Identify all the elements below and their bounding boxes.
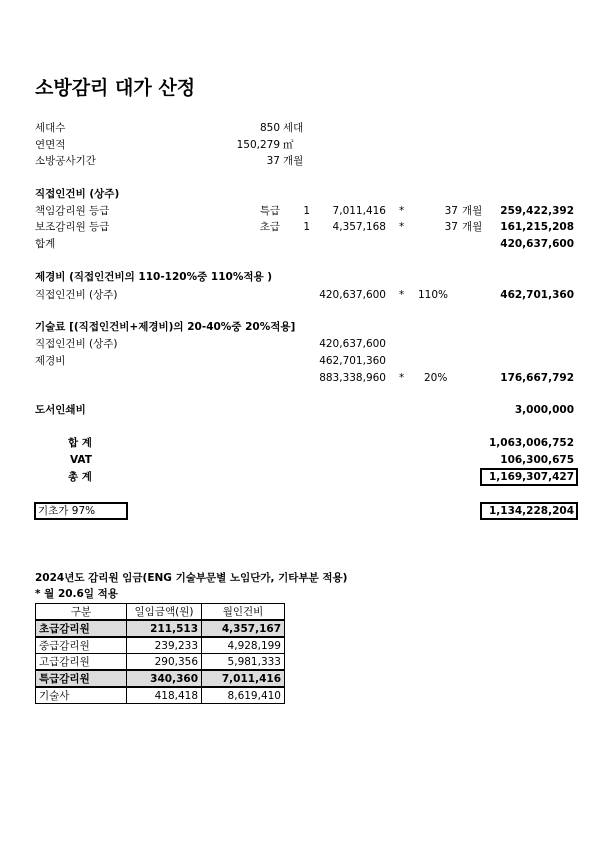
wage-row-monthly: 8,619,410 bbox=[202, 687, 285, 704]
wage-row bbox=[36, 670, 285, 687]
direct-labor-heading: 직접인건비 (상주) bbox=[35, 188, 120, 200]
labor-row-label: 책임감리원 등급 bbox=[35, 205, 110, 217]
overhead-base: 420,637,600 bbox=[319, 289, 386, 301]
wage-row-monthly: 4,357,167 bbox=[202, 620, 285, 637]
wage-row-daily: 340,360 bbox=[127, 670, 202, 687]
info-unit-area: ㎡ bbox=[283, 139, 294, 151]
overhead-total: 462,701,360 bbox=[500, 289, 574, 301]
vat-label: VAT bbox=[70, 454, 92, 466]
labor-row-month-unit: 개월 bbox=[462, 221, 483, 233]
labor-row-grade: 특급 bbox=[259, 205, 280, 217]
labor-row-count: 1 bbox=[303, 205, 310, 217]
labor-row-month-unit: 개월 bbox=[462, 205, 483, 217]
info-value-households: 850 bbox=[259, 122, 280, 134]
wage-row-daily: 418,418 bbox=[127, 687, 202, 704]
base-price-label: 기초가 97% bbox=[34, 502, 128, 520]
tech-fee-total: 176,667,792 bbox=[500, 372, 574, 384]
wage-row-daily: 211,513 bbox=[127, 620, 202, 637]
wage-row bbox=[36, 654, 285, 671]
wage-row-monthly: 7,011,416 bbox=[202, 670, 285, 687]
wage-header-monthly: 월인건비 bbox=[202, 604, 285, 621]
labor-row-total: 161,215,208 bbox=[500, 221, 574, 233]
tech-fee-row-value: 420,637,600 bbox=[319, 338, 386, 350]
labor-row-op: * bbox=[399, 205, 405, 217]
overhead-rate: 110% bbox=[418, 289, 449, 301]
tech-fee-sum: 883,338,960 bbox=[319, 372, 386, 384]
wage-header-daily: 일임금액(원) bbox=[127, 604, 202, 621]
wage-row-name: 기술사 bbox=[36, 687, 127, 704]
tech-fee-row-value: 462,701,360 bbox=[319, 355, 386, 367]
printing-value: 3,000,000 bbox=[514, 404, 574, 416]
page-title: 소방감리 대가 산정 bbox=[35, 77, 196, 99]
info-label-period: 소방공사기간 bbox=[35, 155, 96, 167]
wage-row-name: 초급감리원 bbox=[36, 620, 127, 637]
wage-row bbox=[36, 637, 285, 654]
printing-label: 도서인쇄비 bbox=[35, 404, 86, 416]
labor-sum-value: 420,637,600 bbox=[500, 238, 574, 250]
tech-fee-rate: 20% bbox=[424, 372, 448, 384]
labor-row-op: * bbox=[399, 221, 405, 233]
wage-header-category: 구분 bbox=[36, 604, 127, 621]
wage-row-name: 중급감리원 bbox=[36, 637, 127, 654]
wage-row bbox=[36, 687, 285, 704]
overhead-heading: 제경비 (직접인건비의 110-120%중 110%적용 ) bbox=[35, 271, 273, 283]
wage-row-name: 특급감리원 bbox=[36, 670, 127, 687]
subtotal-value: 1,063,006,752 bbox=[488, 437, 574, 449]
info-label-area: 연면적 bbox=[35, 139, 66, 151]
info-unit-period: 개월 bbox=[283, 155, 304, 167]
tech-fee-heading: 기술료 [(직접인건비+제경비)의 20-40%중 20%적용] bbox=[35, 321, 296, 333]
tech-fee-row-label: 제경비 bbox=[35, 355, 66, 367]
labor-row-count: 1 bbox=[303, 221, 310, 233]
wage-row-monthly: 5,981,333 bbox=[202, 654, 285, 671]
labor-row-grade: 초급 bbox=[259, 221, 280, 233]
wage-row-monthly: 4,928,199 bbox=[202, 637, 285, 654]
wage-header-row bbox=[36, 604, 285, 621]
labor-row-months: 37 bbox=[444, 205, 458, 217]
info-value-area: 150,279 bbox=[236, 139, 280, 151]
wage-row-daily: 239,233 bbox=[127, 637, 202, 654]
wage-row-daily: 290,356 bbox=[127, 654, 202, 671]
labor-row-total: 259,422,392 bbox=[500, 205, 574, 217]
info-value-period: 37 bbox=[266, 155, 280, 167]
grand-total-value: 1,169,307,427 bbox=[480, 468, 578, 486]
subtotal-label: 합 계 bbox=[68, 437, 92, 449]
tech-fee-op: * bbox=[399, 372, 405, 384]
labor-sum-label: 합계 bbox=[35, 238, 56, 250]
base-price-value: 1,134,228,204 bbox=[480, 502, 578, 520]
wage-title: 2024년도 감리원 임금(ENG 기술부문별 노임단가, 기타부분 적용) bbox=[35, 572, 348, 584]
wage-note: * 월 20.6일 적용 bbox=[35, 588, 118, 600]
grand-total-label: 총 계 bbox=[68, 471, 92, 483]
labor-row-months: 37 bbox=[444, 221, 458, 233]
overhead-op: * bbox=[399, 289, 405, 301]
tech-fee-row-label: 직접인건비 (상주) bbox=[35, 338, 118, 350]
wage-row bbox=[36, 620, 285, 637]
info-label-households: 세대수 bbox=[35, 122, 66, 134]
wage-table bbox=[35, 603, 285, 704]
labor-row-label: 보조감리원 등급 bbox=[35, 221, 110, 233]
vat-value: 106,300,675 bbox=[500, 454, 574, 466]
wage-row-name: 고급감리원 bbox=[36, 654, 127, 671]
overhead-label: 직접인건비 (상주) bbox=[35, 289, 118, 301]
labor-row-unit-price: 4,357,168 bbox=[332, 221, 386, 233]
info-unit-households: 세대 bbox=[283, 122, 304, 134]
labor-row-unit-price: 7,011,416 bbox=[332, 205, 386, 217]
